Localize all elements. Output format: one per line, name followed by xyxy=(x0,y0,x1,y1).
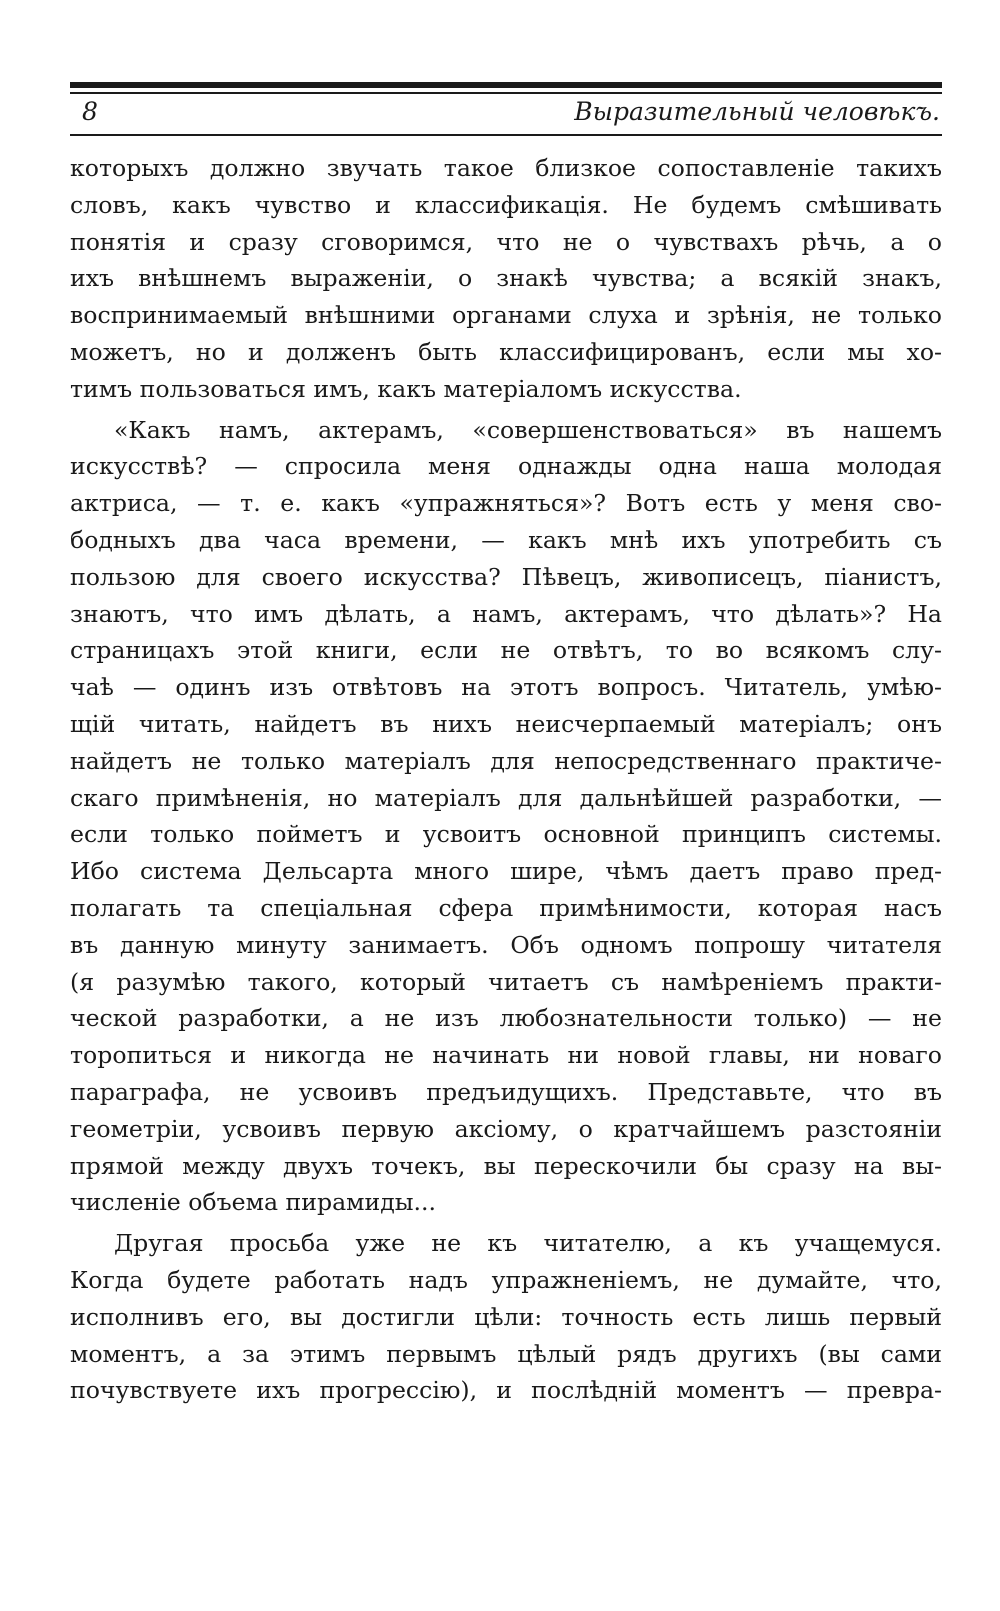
text-line: можетъ, но и долженъ быть классифицированъ, если мы хо- xyxy=(70,337,942,366)
text-line: полагать та спеціальная сфера примѣнимости, которая насъ xyxy=(70,893,942,922)
text-line: актриса, — т. е. какъ «упражняться»? Вотъ есть у меня сво- xyxy=(70,489,942,518)
paragraph-2 xyxy=(70,412,942,1222)
text-line: пользою для своего искусства? Пѣвецъ, живописецъ, піанистъ, xyxy=(70,562,942,591)
text-line: ихъ внѣшнемъ выраженіи, о знакѣ чувства; а всякій знакъ, xyxy=(70,264,942,293)
text-line: словъ, какъ чувство и классификація. Не будемъ смѣшивать xyxy=(70,190,942,219)
text-line: торопиться и никогда не начинать ни новой главы, ни новаго xyxy=(70,1041,942,1070)
page-number: 8 xyxy=(82,97,98,126)
text-line: (я разумѣю такого, который читаетъ съ намѣреніемъ практи- xyxy=(70,967,942,996)
text-line: исполнивъ его, вы достигли цѣли: точность есть лишь первый xyxy=(70,1302,942,1331)
text-line: страницахъ этой книги, если не отвѣтъ, то во всякомъ слу- xyxy=(70,636,942,665)
text-line: воспринимаемый внѣшними органами слуха и зрѣнія, не только xyxy=(70,301,942,330)
text-line: «Какъ намъ, актерамъ, «совершенствоваться» въ нашемъ xyxy=(114,415,942,444)
text-line: если только пойметъ и усвоитъ основной принципъ системы. xyxy=(70,820,942,849)
text-line: численіе объема пирамиды... xyxy=(70,1188,437,1217)
text-line: найдетъ не только матеріалъ для непосредственнаго практиче- xyxy=(70,746,942,775)
paragraph-3 xyxy=(70,1225,942,1409)
text-line: щій читать, найдетъ въ нихъ неисчерпаемый матеріалъ; онъ xyxy=(70,709,942,738)
body-text xyxy=(70,150,942,1409)
text-line: бодныхъ два часа времени, — какъ мнѣ ихъ употребить съ xyxy=(70,525,942,554)
text-line: чаѣ — одинъ изъ отвѣтовъ на этотъ вопросъ. Читатель, умѣю- xyxy=(70,673,942,702)
paragraph-1 xyxy=(70,150,942,408)
text-line: Ибо система Дельсарта много шире, чѣмъ даетъ право пред- xyxy=(70,857,942,886)
text-line: геометріи, усвоивъ первую аксіому, о кратчайшемъ разстояніи xyxy=(70,1114,942,1143)
text-line: тимъ пользоваться имъ, какъ матеріаломъ искусства. xyxy=(70,374,742,403)
text-line: Когда будете работать надъ упражненіемъ, не думайте, что, xyxy=(70,1265,942,1294)
text-line: прямой между двухъ точекъ, вы перескочили бы сразу на вы- xyxy=(70,1151,942,1180)
text-line: моментъ, а за этимъ первымъ цѣлый рядъ другихъ (вы сами xyxy=(70,1339,942,1368)
running-header xyxy=(70,94,942,136)
text-line: ческой разработки, а не изъ любознательности только) — не xyxy=(70,1004,942,1033)
text-line: Другая просьба уже не къ читателю, а къ учащемуся. xyxy=(114,1229,942,1258)
text-line: искусствѣ? — спросила меня однажды одна наша молодая xyxy=(70,452,942,481)
text-line: почувствуете ихъ прогрессію), и послѣдній моментъ — превра- xyxy=(70,1376,942,1405)
text-line: которыхъ должно звучать такое близкое сопоставленіе такихъ xyxy=(70,154,942,182)
running-title: Выразительный человѣкъ. xyxy=(574,97,940,126)
text-line: понятія и сразу сговоримся, что не о чувствахъ рѣчь, а о xyxy=(70,227,942,256)
book-page xyxy=(70,82,942,1409)
text-line: знаютъ, что имъ дѣлать, а намъ, актерамъ, что дѣлать»? На xyxy=(70,599,942,628)
text-line: въ данную минуту занимаетъ. Объ одномъ попрошу читателя xyxy=(70,930,942,959)
text-line: скаго примѣненія, но матеріалъ для дальнѣйшей разработки, — xyxy=(70,783,942,812)
text-line: параграфа, не усвоивъ предъидущихъ. Представьте, что въ xyxy=(70,1077,942,1106)
